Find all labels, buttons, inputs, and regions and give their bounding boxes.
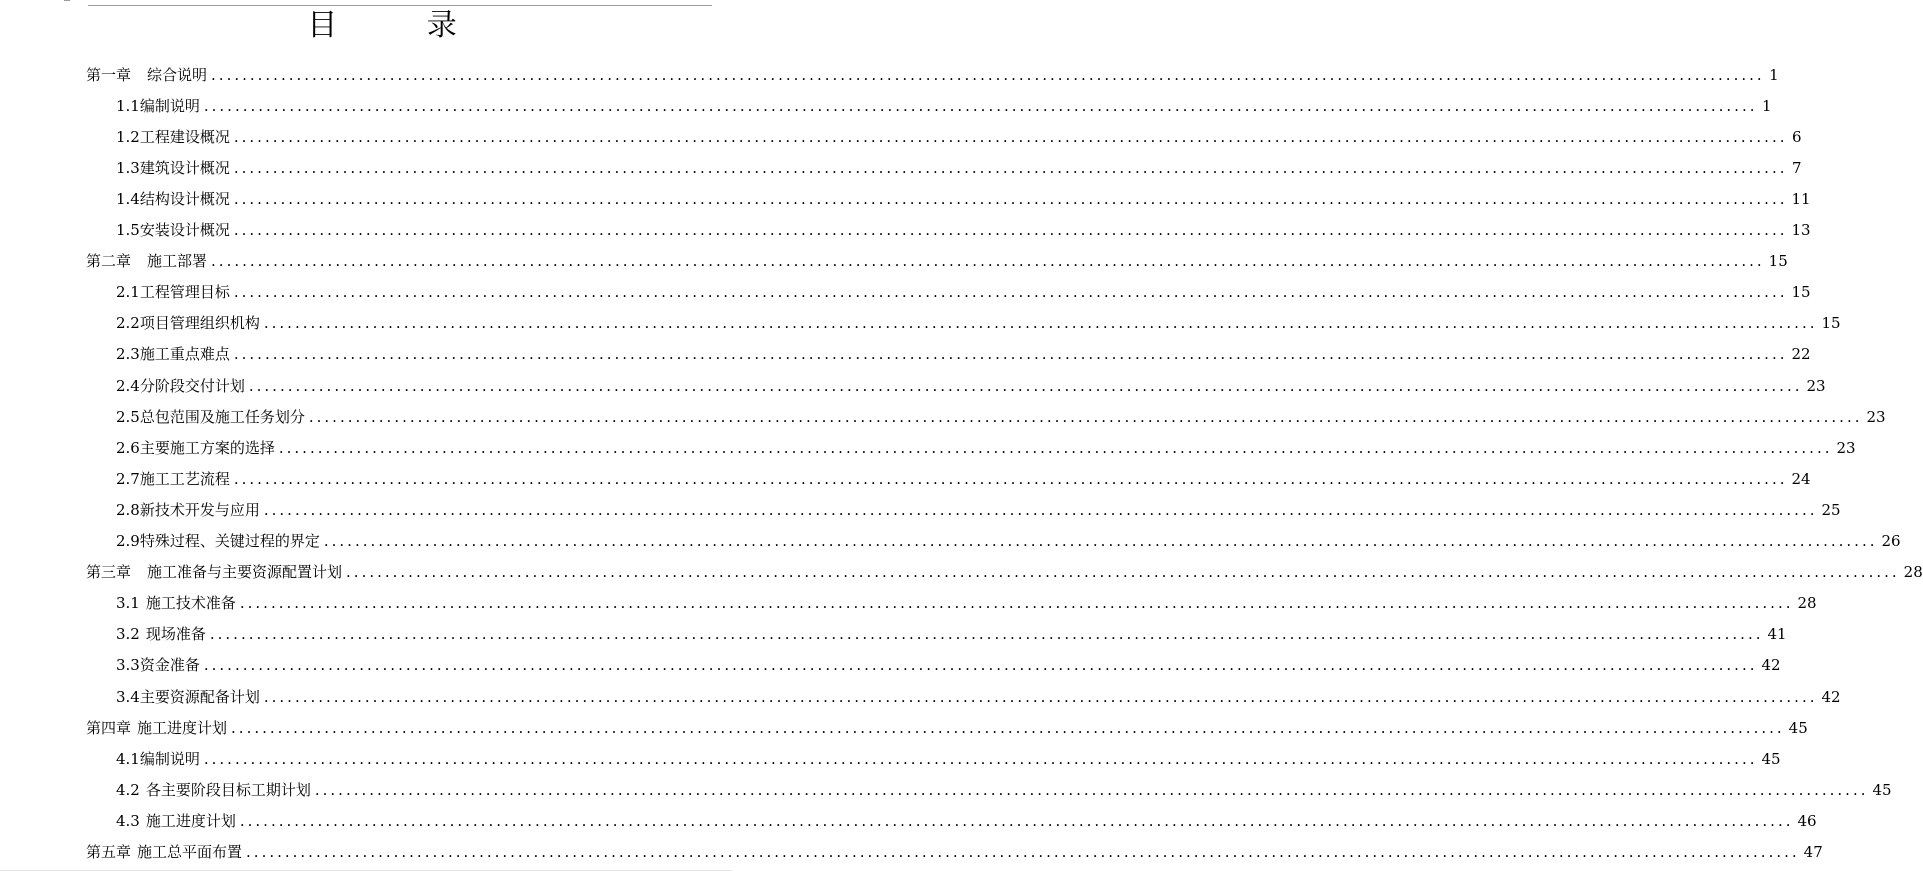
toc-entry-title: 施工准备与主要资源配置计划: [147, 563, 343, 582]
toc-dot-leader: ........................................................................................................................................................................................................: [263, 500, 1818, 519]
toc-entry-number: 2.1: [116, 283, 140, 302]
toc-section-entry[interactable]: [116, 588, 1817, 619]
toc-entry-title: 安装设计概况: [139, 221, 230, 239]
page-corner-mark: [64, 0, 70, 3]
toc-entry-number: 1.2: [116, 127, 140, 146]
toc-entry-page-number: 15: [1768, 252, 1788, 271]
toc-entry-label: [116, 469, 230, 489]
toc-entry-page-number: 23: [1836, 438, 1856, 457]
toc-entry-page-number: 47: [1803, 843, 1823, 861]
toc-entry-number: 1.4: [116, 189, 140, 208]
toc-chapter-entry[interactable]: [86, 59, 1779, 90]
toc-chapter-entry[interactable]: [86, 246, 1788, 277]
toc-entry-title: 结构设计概况: [139, 189, 230, 208]
toc-entry-page-number: 7: [1791, 158, 1802, 177]
toc-entry-page-number: 42: [1761, 656, 1781, 675]
toc-entry-number: 4.2: [116, 780, 140, 799]
toc-section-entry[interactable]: [116, 774, 1892, 805]
toc-entry-title: 施工重点难点: [139, 345, 230, 364]
toc-entry-page-number: 26: [1881, 532, 1901, 550]
toc-entry-title: 项目管理组织机构: [139, 314, 260, 333]
toc-entry-label: [86, 718, 227, 738]
toc-dot-leader: ........................................................................................................................................................................................................: [246, 843, 1800, 861]
toc-chapter-entry[interactable]: [86, 837, 1823, 868]
toc-dot-leader: ........................................................................................................................................................................................................: [239, 594, 1794, 613]
toc-entry-title: 各主要阶段目标工期计划: [145, 780, 311, 799]
toc-dot-leader: ........................................................................................................................................................................................................: [278, 438, 1833, 457]
toc-entry-page-number: 25: [1821, 500, 1841, 519]
toc-section-entry[interactable]: [116, 432, 1856, 463]
toc-dot-leader: ........................................................................................................................................................................................................: [346, 563, 1900, 582]
toc-section-entry[interactable]: [116, 805, 1817, 836]
toc-entry-number: 第五章: [86, 843, 132, 861]
toc-dot-leader: ........................................................................................................................................................................................................: [233, 127, 1788, 146]
toc-entry-page-number: 41: [1767, 625, 1787, 644]
toc-entry-title: 现场准备: [145, 625, 206, 644]
toc-entry-page-number: 13: [1791, 221, 1811, 239]
toc-title: 目 录: [307, 8, 497, 43]
toc-entry-title: 施工部署: [147, 252, 208, 271]
footer-rule: [0, 870, 732, 871]
toc-section-entry[interactable]: [116, 90, 1772, 121]
toc-entry-title: 施工总平面布置: [137, 843, 243, 861]
toc-entry-label: [116, 127, 230, 147]
toc-dot-leader: ........................................................................................................................................................................................................: [203, 96, 1758, 115]
toc-dot-leader: ........................................................................................................................................................................................................: [211, 65, 1765, 84]
toc-section-entry[interactable]: [116, 463, 1811, 494]
toc-entry-page-number: 6: [1791, 127, 1802, 146]
toc-entry-number: 2.4: [116, 376, 140, 395]
toc-entry-number: 3.3: [116, 656, 140, 675]
toc-entry-number: 4.3: [116, 811, 140, 830]
toc-entry-number: 第四章: [86, 718, 132, 737]
toc-entry-label: [116, 189, 230, 209]
toc-entry-title: 分阶段交付计划: [139, 376, 245, 395]
toc-entry-label: [116, 624, 206, 644]
toc-entry-page-number: 23: [1866, 407, 1886, 426]
toc-entry-title: 工程管理目标: [139, 283, 230, 302]
toc-entry-label: [116, 344, 230, 364]
toc-dot-leader: ........................................................................................................................................................................................................: [203, 656, 1758, 675]
toc-entry-label: [116, 158, 230, 178]
toc-dot-leader: ........................................................................................................................................................................................................: [211, 252, 1765, 271]
toc-dot-leader: ........................................................................................................................................................................................................: [233, 221, 1788, 239]
toc-dot-leader: ........................................................................................................................................................................................................: [233, 189, 1788, 208]
toc-dot-leader: ........................................................................................................................................................................................................: [233, 158, 1788, 177]
toc-entry-number: 2.8: [116, 500, 140, 519]
toc-entry-title: 施工工艺流程: [139, 469, 230, 488]
toc-entry-title: 施工进度计划: [137, 718, 228, 737]
toc-entry-title: 总包范围及施工任务划分: [139, 407, 305, 426]
toc-dot-leader: ........................................................................................................................................................................................................: [209, 625, 1764, 644]
toc-entry-label: [116, 313, 260, 333]
toc-entry-page-number: 15: [1791, 283, 1811, 302]
toc-entry-title: 施工进度计划: [145, 811, 236, 830]
toc-entry-title: 新技术开发与应用: [139, 500, 260, 519]
toc-entry-number: 2.3: [116, 345, 140, 364]
toc-entry-title: 特殊过程、关键过程的界定: [139, 532, 320, 550]
toc-entry-number: 第三章: [86, 563, 132, 582]
toc-dot-leader: ........................................................................................................................................................................................................: [263, 314, 1818, 333]
toc-entry-number: 2.7: [116, 469, 140, 488]
toc-entry-label: [116, 687, 260, 707]
toc-section-entry[interactable]: [116, 681, 1841, 712]
toc-section-entry[interactable]: [116, 494, 1841, 525]
toc-section-entry[interactable]: [116, 121, 1802, 152]
toc-entry-label: [86, 562, 342, 582]
toc-section-entry[interactable]: [116, 152, 1802, 183]
toc-chapter-entry[interactable]: [86, 557, 1923, 588]
toc-section-entry[interactable]: [116, 526, 1901, 557]
toc-entry-page-number: 28: [1797, 594, 1817, 613]
toc-dot-leader: ........................................................................................................................................................................................................: [323, 532, 1878, 550]
toc-entry-title: 建筑设计概况: [139, 158, 230, 177]
toc-section-entry[interactable]: [116, 215, 1811, 246]
toc-dot-leader: ........................................................................................................................................................................................................: [233, 283, 1788, 302]
toc-entry-label: [116, 282, 230, 302]
toc-section-entry[interactable]: [116, 277, 1811, 308]
toc-entry-number: 2.6: [116, 438, 140, 457]
toc-dot-leader: ........................................................................................................................................................................................................: [248, 376, 1803, 395]
toc-entry-number: 1.1: [116, 96, 140, 115]
toc-entry-label: [116, 438, 275, 458]
toc-entry-page-number: 24: [1791, 469, 1811, 488]
toc-dot-leader: ........................................................................................................................................................................................................: [239, 811, 1794, 830]
toc-entry-number: 1.3: [116, 158, 140, 177]
toc-entry-label: [116, 407, 305, 427]
toc-entry-title: 编制说明: [139, 96, 200, 115]
toc-entry-label: [116, 376, 245, 396]
toc-dot-leader: ........................................................................................................................................................................................................: [308, 407, 1863, 426]
toc-entry-number: 第二章: [86, 252, 132, 271]
toc-entry-number: 1.5: [116, 221, 140, 239]
toc-entry-page-number: 23: [1806, 376, 1826, 395]
toc-entry-label: [116, 655, 200, 675]
toc-entry-page-number: 46: [1797, 811, 1817, 830]
toc-entry-page-number: 28: [1903, 563, 1923, 582]
toc-chapter-entry[interactable]: [86, 712, 1808, 743]
toc-entry-page-number: 1: [1761, 96, 1772, 115]
toc-entry-title: 编制说明: [139, 749, 200, 768]
toc-entry-number: 2.5: [116, 407, 140, 426]
toc-entry-page-number: 45: [1788, 718, 1808, 737]
toc-section-entry[interactable]: [116, 370, 1826, 401]
toc-entry-label: [116, 96, 200, 116]
toc-section-entry[interactable]: [116, 401, 1886, 432]
toc-section-entry[interactable]: [116, 339, 1811, 370]
toc-entry-title: 综合说明: [147, 65, 208, 84]
toc-dot-leader: ........................................................................................................................................................................................................: [233, 469, 1788, 488]
toc-section-entry[interactable]: [116, 183, 1811, 214]
toc-entry-number: 3.1: [116, 594, 140, 613]
toc-entry-number: 4.1: [116, 749, 140, 768]
toc-dot-leader: ........................................................................................................................................................................................................: [203, 749, 1758, 768]
toc-entry-page-number: 15: [1821, 314, 1841, 333]
toc-entry-title: 主要资源配备计划: [139, 687, 260, 706]
toc-section-entry[interactable]: [116, 619, 1787, 650]
toc-entry-label: [116, 811, 236, 831]
toc-entry-page-number: 45: [1872, 780, 1892, 799]
toc-entry-label: [86, 251, 207, 271]
toc-entry-title: 资金准备: [139, 656, 200, 675]
toc-dot-leader: ........................................................................................................................................................................................................: [263, 687, 1818, 706]
toc-entry-number: 3.2: [116, 625, 140, 644]
toc-entry-page-number: 45: [1761, 749, 1781, 768]
toc-dot-leader: ........................................................................................................................................................................................................: [231, 718, 1785, 737]
toc-entry-label: [116, 531, 320, 551]
toc-entry-number: 3.4: [116, 687, 140, 706]
toc-entry-number: 第一章: [86, 65, 132, 84]
toc-entry-page-number: 22: [1791, 345, 1811, 364]
toc-entry-page-number: 42: [1821, 687, 1841, 706]
toc-entry-page-number: 1: [1769, 65, 1779, 84]
toc-entry-label: [116, 593, 236, 613]
toc-section-entry[interactable]: [116, 743, 1781, 774]
toc-entry-number: 2.9: [116, 532, 140, 550]
toc-entry-label: [116, 749, 200, 769]
toc-dot-leader: ........................................................................................................................................................................................................: [233, 345, 1788, 364]
toc-entry-label: [116, 780, 311, 800]
toc-entry-label: [116, 500, 260, 520]
toc-entry-number: 2.2: [116, 314, 140, 333]
toc-entry-title: 主要施工方案的选择: [139, 438, 275, 457]
toc-entry-title: 施工技术准备: [145, 594, 236, 613]
toc-section-entry[interactable]: [116, 650, 1781, 681]
toc-entry-label: [116, 220, 230, 240]
toc-entry-page-number: 11: [1791, 189, 1811, 208]
toc-entry-label: [86, 842, 242, 862]
toc-entry-label: [86, 65, 207, 85]
toc-dot-leader: ........................................................................................................................................................................................................: [314, 780, 1869, 799]
toc-entry-title: 工程建设概况: [139, 127, 230, 146]
toc-section-entry[interactable]: [116, 308, 1841, 339]
